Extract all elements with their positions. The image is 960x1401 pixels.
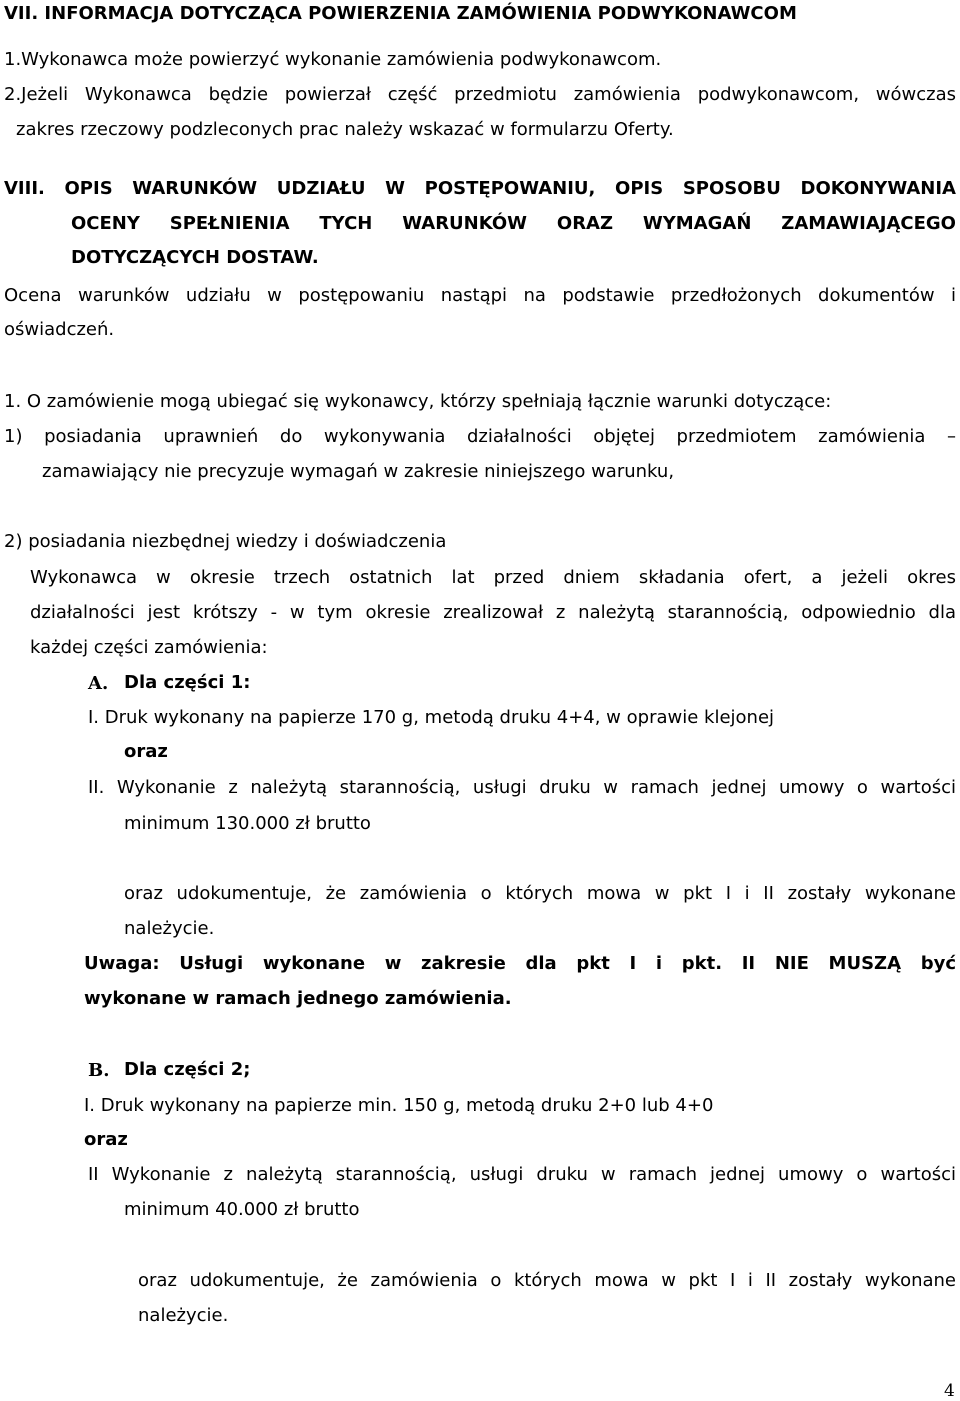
part-a-documentation-line-1: oraz udokumentuje, że zamówienia o których mowa w pkt I i II zostały wykonane bbox=[124, 883, 956, 904]
condition-2-line-3: każdej części zamówienia: bbox=[30, 637, 268, 658]
part-a-note-line-2: wykonane w ramach jednego zamówienia. bbox=[84, 988, 512, 1009]
section-7-paragraph-1: 1.Wykonawca może powierzyć wykonanie zamówienia podwykonawcom. bbox=[4, 49, 662, 70]
part-a-oraz: oraz bbox=[124, 741, 168, 762]
section-8-heading-line-2: OCENY SPEŁNIENIA TYCH WARUNKÓW ORAZ WYMAGAŃ ZAMAWIAJĄCEGO bbox=[71, 213, 956, 234]
section-7-paragraph-2-line-2: zakres rzeczowy podzleconych prac należy wskazać w formularzu Oferty. bbox=[16, 119, 674, 140]
part-b-title: Dla części 2; bbox=[124, 1059, 251, 1080]
section-7-heading: VII. INFORMACJA DOTYCZĄCA POWIERZENIA ZAMÓWIENIA PODWYKONAWCOM bbox=[4, 3, 797, 24]
part-a-item-i: I. Druk wykonany na papierze 170 g, metodą druku 4+4, w oprawie klejonej bbox=[88, 707, 775, 728]
condition-2-line-1: Wykonawca w okresie trzech ostatnich lat przed dniem składania ofert, a jeżeli okres bbox=[30, 567, 956, 588]
part-b-letter: B. bbox=[88, 1060, 110, 1081]
page-number: 4 bbox=[944, 1381, 955, 1401]
part-a-item-ii-line-2: minimum 130.000 zł brutto bbox=[124, 813, 371, 834]
section-8-intro-line-2: oświadczeń. bbox=[4, 319, 115, 340]
section-8-heading-line-3: DOTYCZĄCYCH DOSTAW. bbox=[71, 247, 319, 268]
section-8-heading-line-1: VIII. OPIS WARUNKÓW UDZIAŁU W POSTĘPOWANIU, OPIS SPOSOBU DOKONYWANIA bbox=[4, 178, 956, 199]
part-b-item-i: I. Druk wykonany na papierze min. 150 g, metodą druku 2+0 lub 4+0 bbox=[84, 1095, 714, 1116]
part-a-item-ii-line-1: II. Wykonanie z należytą starannością, usługi druku w ramach jednej umowy o wartości bbox=[88, 777, 956, 798]
part-b-item-ii-line-1: II Wykonanie z należytą starannością, usługi druku w ramach jednej umowy o wartości bbox=[88, 1164, 956, 1185]
part-a-documentation-line-2: należycie. bbox=[124, 918, 215, 939]
section-7-paragraph-2-line-1: 2.Jeżeli Wykonawca będzie powierzał część przedmiotu zamówienia podwykonawcom, wówczas bbox=[4, 84, 956, 105]
condition-1-line-1: 1) posiadania uprawnień do wykonywania działalności objętej przedmiotem zamówienia – bbox=[4, 426, 956, 447]
condition-1-line-2: zamawiający nie precyzuje wymagań w zakresie niniejszego warunku, bbox=[42, 461, 675, 482]
part-b-item-ii-line-2: minimum 40.000 zł brutto bbox=[124, 1199, 360, 1220]
part-a-note-line-1: Uwaga: Usługi wykonane w zakresie dla pkt I i pkt. II NIE MUSZĄ być bbox=[84, 953, 956, 974]
part-b-documentation-line-1: oraz udokumentuje, że zamówienia o których mowa w pkt I i II zostały wykonane bbox=[138, 1270, 956, 1291]
condition-2: 2) posiadania niezbędnej wiedzy i doświadczenia bbox=[4, 531, 447, 552]
point-1: 1. O zamówienie mogą ubiegać się wykonawcy, którzy spełniają łącznie warunki dotyczące: bbox=[4, 391, 832, 412]
part-a-letter: A. bbox=[88, 673, 109, 694]
part-b-oraz: oraz bbox=[84, 1129, 128, 1150]
condition-2-line-2: działalności jest krótszy - w tym okresie zrealizował z należytą starannością, odpowiednio dla bbox=[30, 602, 956, 623]
section-8-intro-line-1: Ocena warunków udziału w postępowaniu nastąpi na podstawie przedłożonych dokumentów i bbox=[4, 285, 956, 306]
part-a-title: Dla części 1: bbox=[124, 672, 251, 693]
part-b-documentation-line-2: należycie. bbox=[138, 1305, 229, 1326]
